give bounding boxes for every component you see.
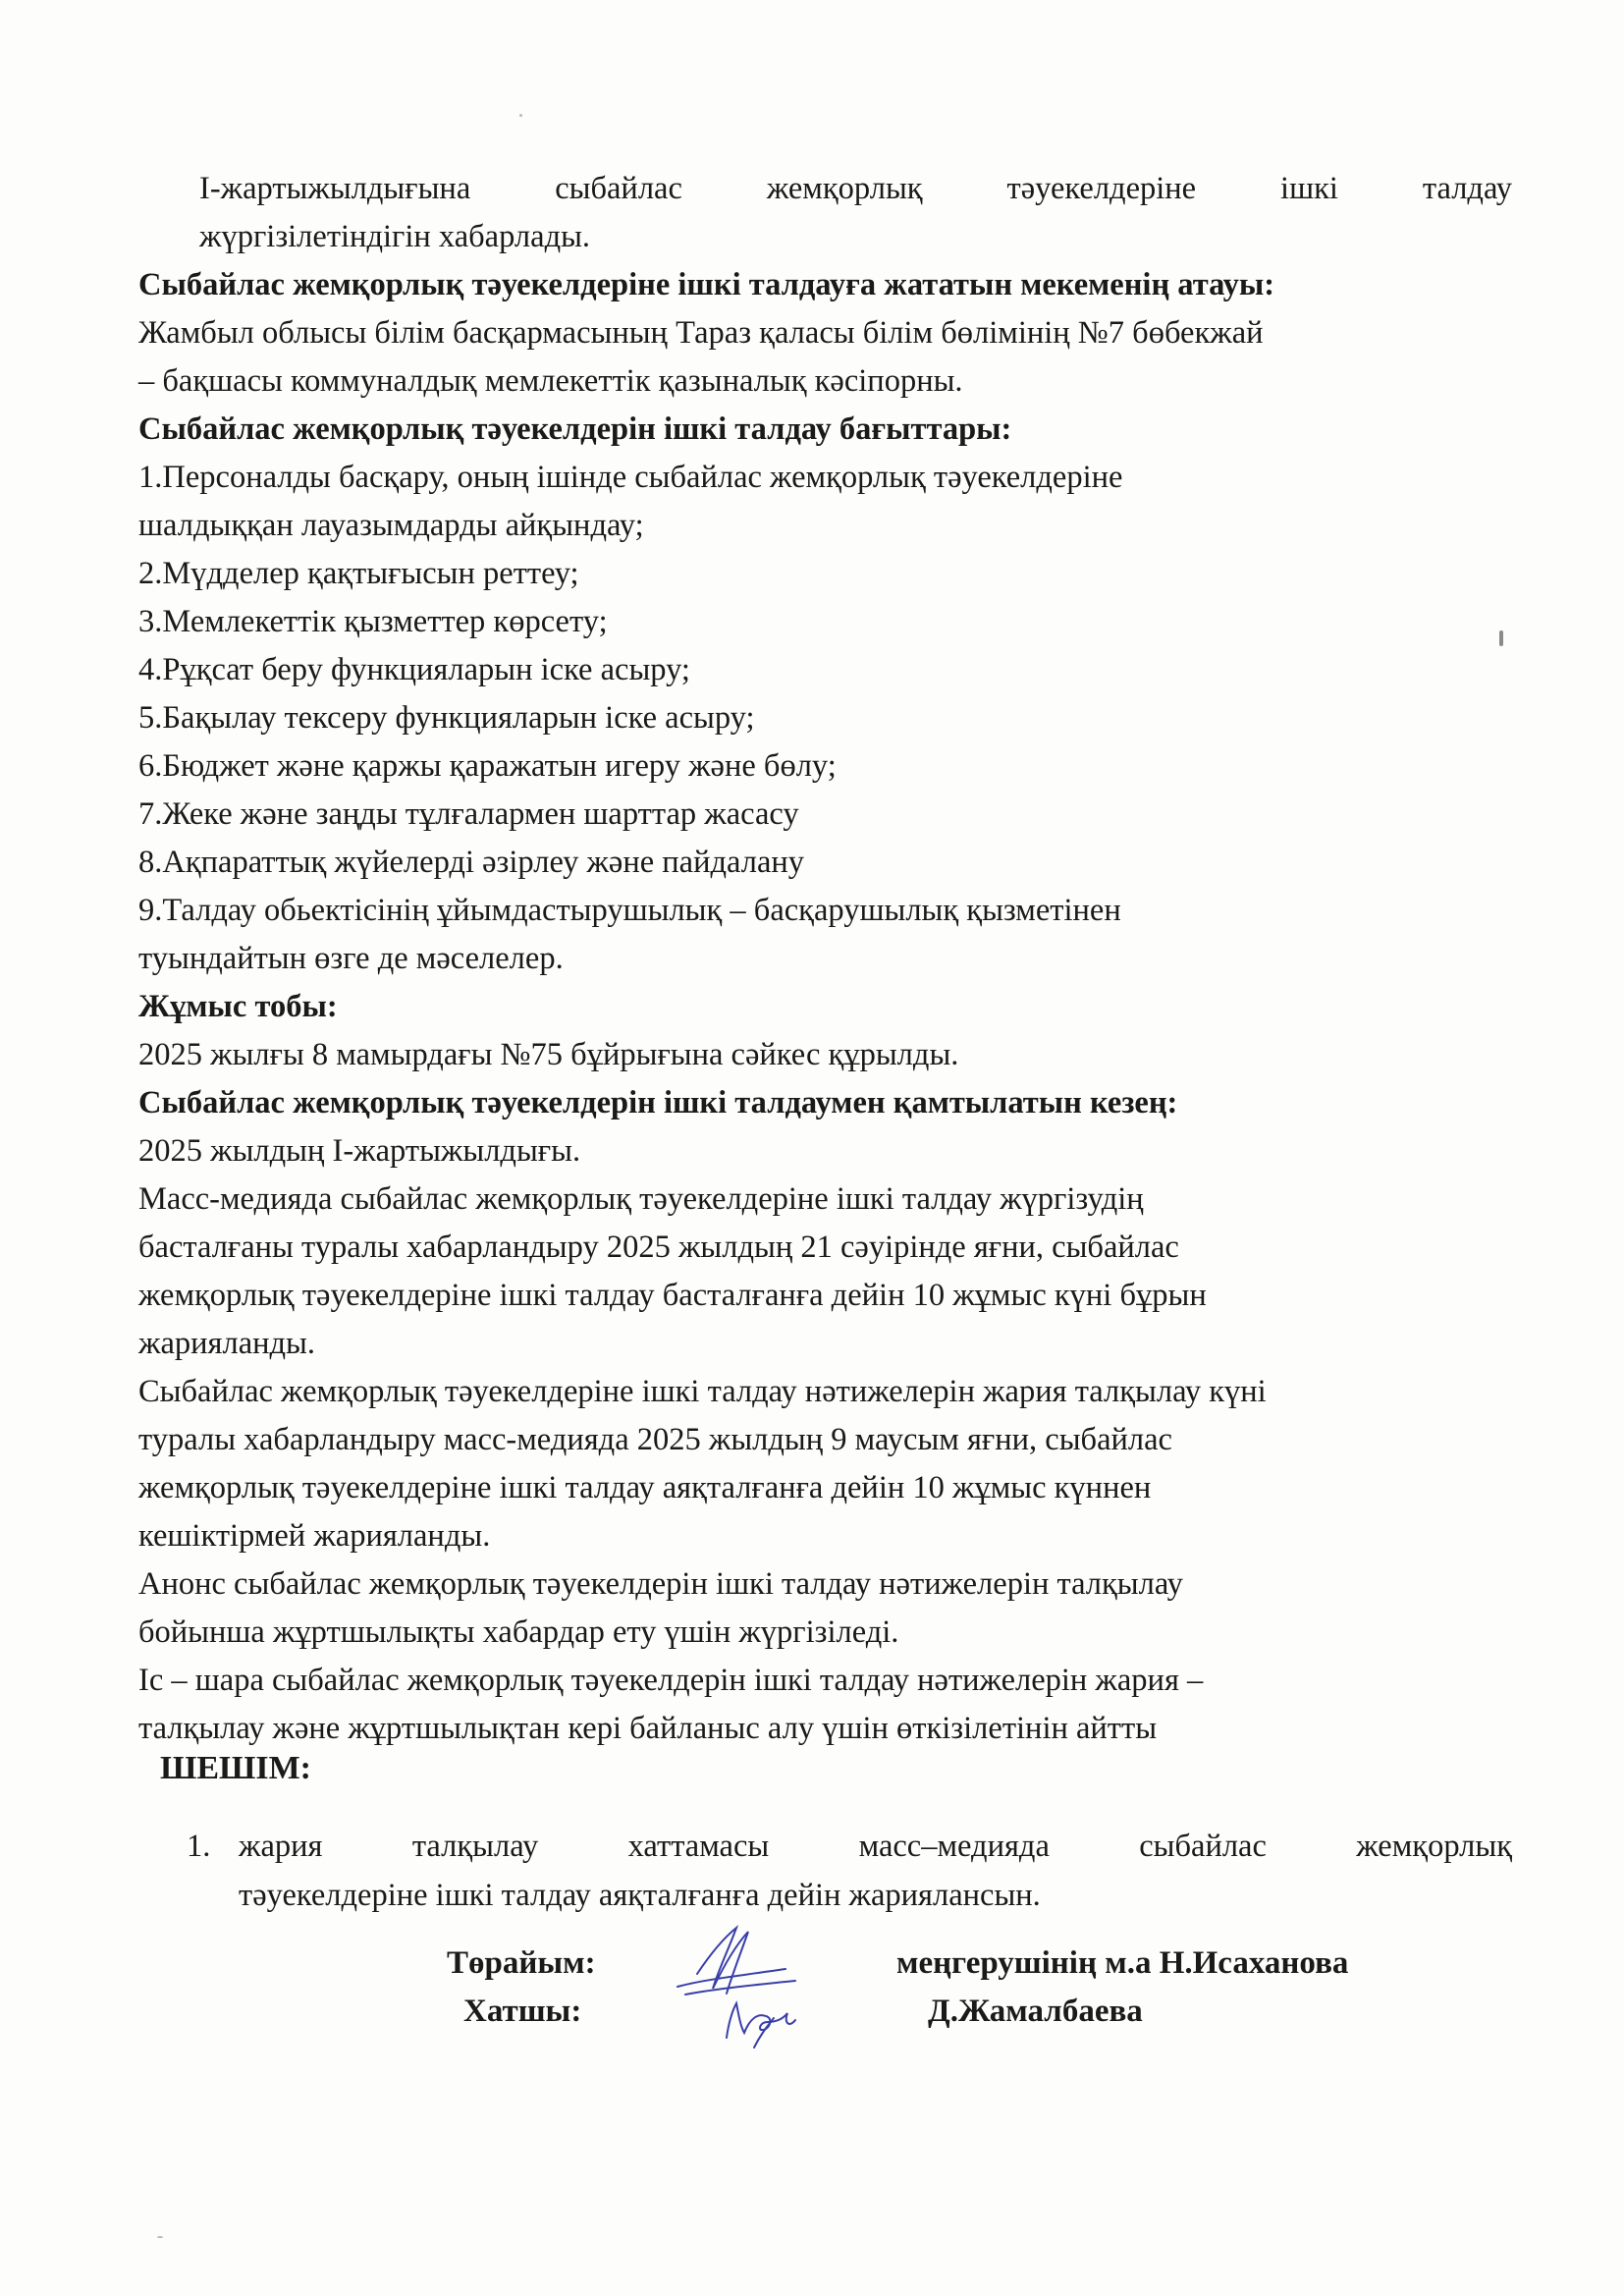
directions-heading: Сыбайлас жемқорлық тәуекелдерін ішкі талдау бағыттары: [138,411,1012,447]
paragraph-line: талқылау және жұртшылықтан кері байланыс алу үшін өткізілетінін айтты [138,1711,1158,1746]
working-group-text: 2025 жылғы 8 мамырдағы №75 бұйрығына сәйкес құрылды. [138,1037,959,1072]
paragraph-line: жемқорлық тәуекелдеріне ішкі талдау басталғанға дейін 10 жұмыс күні бұрын [138,1278,1207,1313]
institution-heading: Сыбайлас жемқорлық тәуекелдеріне ішкі талдауға жататын мекеменің атауы: [138,267,1275,302]
direction-line: 9.Талдау обьектісінің ұйымдастырушылық – басқарушылық қызметінен [138,893,1121,928]
secretary-label: Хатшы: [463,1994,582,2029]
intro-line: І-жартыжылдығына сыбайлас жемқорлық тәуекелдеріне ішкі талдау [199,171,1512,206]
direction-line: 3.Мемлекеттік қызметтер көрсету; [138,604,608,639]
direction-line: туындайтын өзге де мәселелер. [138,941,564,976]
paragraph-line: Сыбайлас жемқорлық тәуекелдеріне ішкі талдау нәтижелерін жария талқылау күні [138,1374,1267,1409]
institution-name-line: – бақшасы коммуналдық мемлекеттік қазыналық кәсіпорны. [138,363,963,399]
direction-line: 1.Персоналды басқару, оның ішінде сыбайлас жемқорлық тәуекелдеріне [138,460,1123,495]
decision-heading: ШЕШІМ: [160,1750,311,1786]
chair-label: Төрайым: [447,1945,596,1981]
intro-line: жүргізілетіндігін хабарлады. [199,219,591,254]
direction-line: 7.Жеке және заңды тұлғалармен шарттар жасасу [138,796,799,832]
decision-item-number: 1. [187,1829,211,1864]
scan-speck [157,2236,163,2238]
chair-name: меңгерушінің м.а Н.Исаханова [896,1945,1349,1981]
direction-line: 5.Бақылау тексеру функцияларын іске асыру; [138,700,755,736]
paragraph-line: жарияланды. [138,1326,316,1361]
paragraph-line: бойынша жұртшылықты хабардар ету үшін жүргізіледі. [138,1614,899,1650]
direction-line: 2.Мүдделер қақтығысын реттеу; [138,556,579,591]
paragraph-line: Іс – шара сыбайлас жемқорлық тәуекелдерін ішкі талдау нәтижелерін жария – [138,1663,1204,1698]
paragraph-line: кешіктірмей жарияланды. [138,1518,491,1554]
direction-line: 8.Ақпараттық жүйелерді әзірлеу және пайдалану [138,845,805,880]
decision-item-line: тәуекелдеріне ішкі талдау аяқталғанға дейін жариялансын. [239,1878,1041,1913]
period-heading: Сыбайлас жемқорлық тәуекелдерін ішкі талдаумен қамтылатын кезең: [138,1085,1178,1121]
paragraph-line: Масс-медияда сыбайлас жемқорлық тәуекелдеріне ішкі талдау жүргізудің [138,1181,1144,1217]
decision-item [187,1822,1512,1920]
direction-line: 6.Бюджет және қаржы қаражатын игеру және бөлу; [138,748,837,784]
working-group-heading: Жұмыс тобы: [138,989,338,1024]
scan-speck [519,114,522,117]
handwritten-signature [668,1920,835,2052]
paragraph-line: туралы хабарландыру масс-медияда 2025 жылдың 9 маусым яғни, сыбайлас [138,1422,1172,1457]
paragraph-line: жемқорлық тәуекелдеріне ішкі талдау аяқталғанға дейін 10 жұмыс күннен [138,1470,1152,1505]
paragraph-line: Анонс сыбайлас жемқорлық тәуекелдерін ішкі талдау нәтижелерін талқылау [138,1566,1183,1602]
paragraph-line: басталғаны туралы хабарландыру 2025 жылдың 21 сәуірінде яғни, сыбайлас [138,1230,1179,1265]
institution-name-line: Жамбыл облысы білім басқармасының Тараз қаласы білім бөлімінің №7 бөбекжай [138,315,1264,351]
direction-line: 4.Рұқсат беру функцияларын іске асыру; [138,652,690,687]
document-body [140,165,1515,1753]
secretary-name: Д.Жамалбаева [928,1994,1143,2029]
decision-item-line: жария талқылау хаттамасы масс–медияда сыбайлас жемқорлық [239,1829,1512,1864]
direction-line: шалдыққан лауазымдарды айқындау; [138,508,644,543]
period-text: 2025 жылдың І-жартыжылдығы. [138,1133,581,1169]
